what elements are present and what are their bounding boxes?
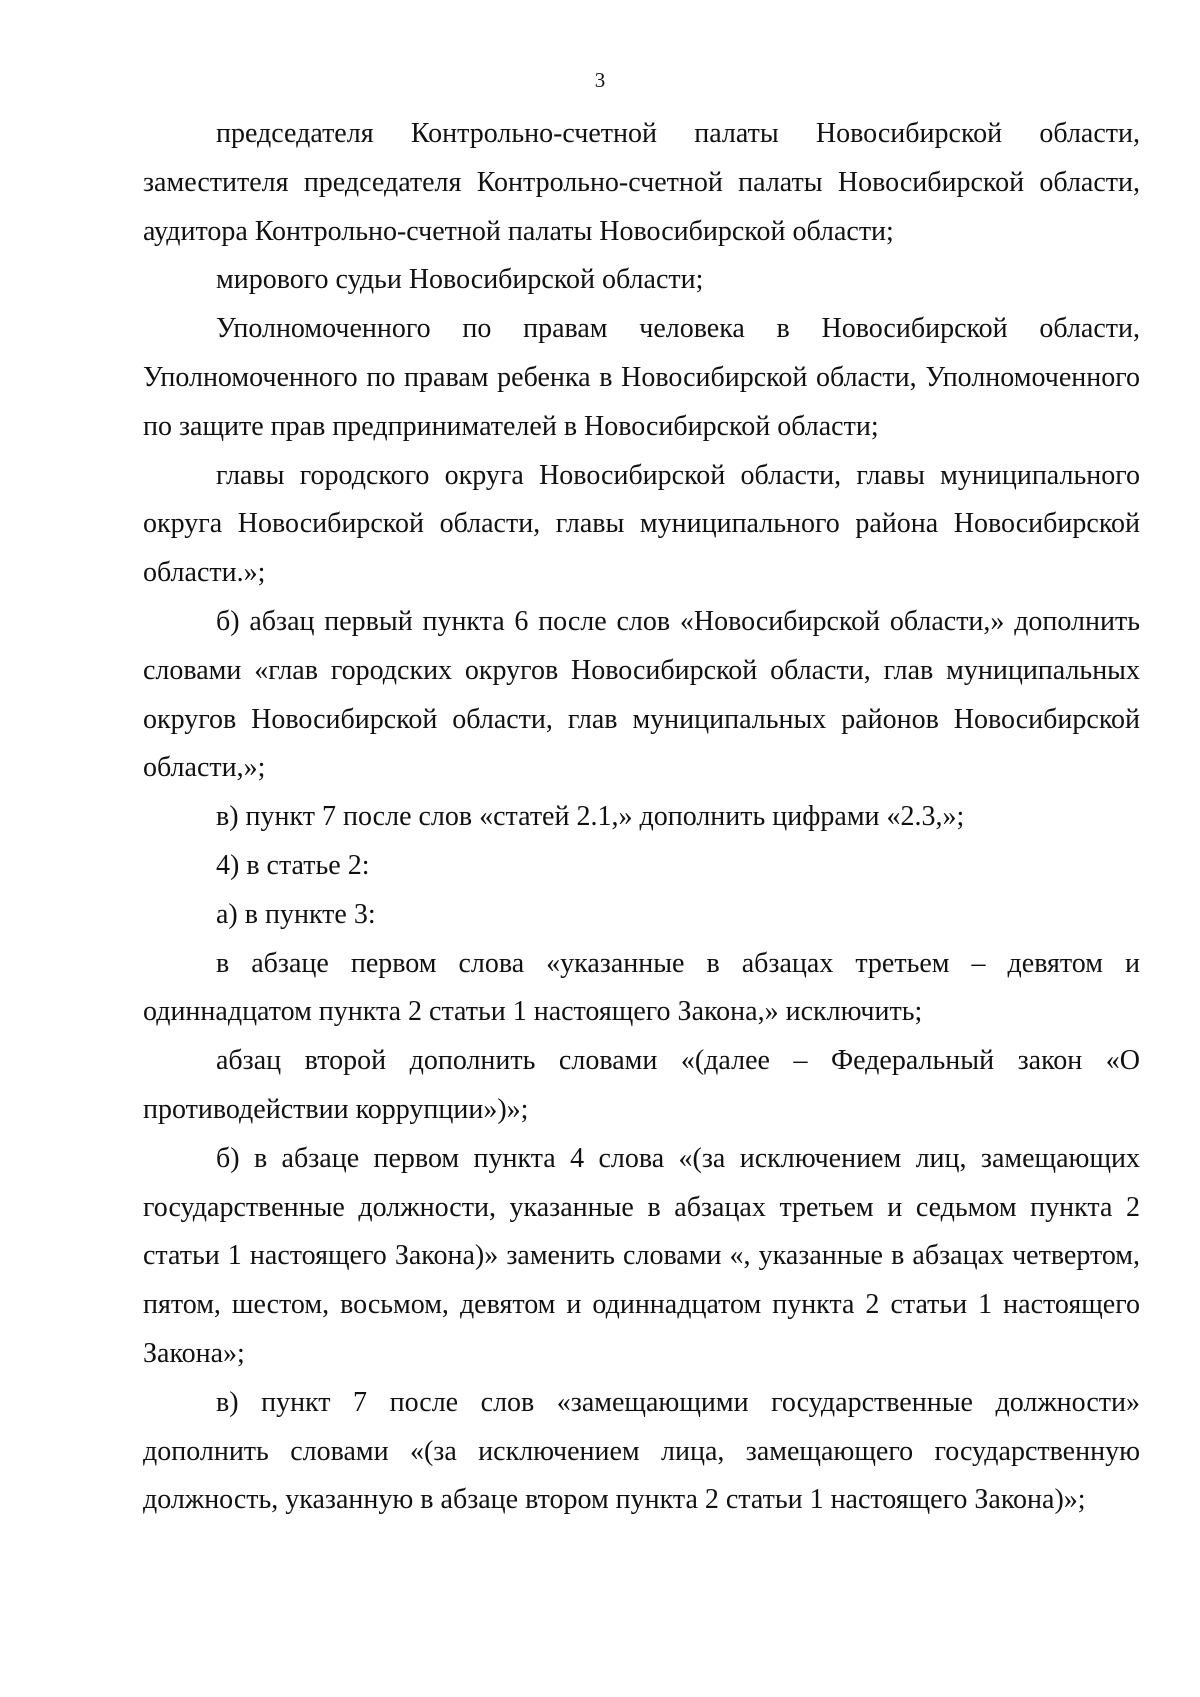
paragraph: абзац второй дополнить словами «(далее – Федеральный закон «О противодействии коррупции»)»; bbox=[143, 1045, 1140, 1125]
paragraph: председателя Контрольно-счетной палаты Новосибирской области, заместителя председателя Контрольно-счетной палаты Новосибирской области, аудитора Контрольно-счетной палаты Новосибирской области; bbox=[143, 118, 1140, 247]
paragraph: Уполномоченного по правам человека в Новосибирской области, Уполномоченного по правам ребенка в Новосибирской области, Уполномоченного по защите прав предпринимателей в Новосибирской области; bbox=[143, 313, 1140, 442]
page-number: 3 bbox=[594, 68, 606, 92]
paragraph: мирового судьи Новосибирской области; bbox=[216, 264, 704, 296]
paragraph: б) в абзаце первом пункта 4 слова «(за исключением лиц, замещающих государственные должности, указанные в абзацах третьем и седьмом пункта 2 статьи 1 настоящего Закона)» заменить словами «, указанные в абзацах четвертом, пятом, шестом, восьмом, девятом и одиннадцатом пункта 2 статьи 1 настоящего Закона»; bbox=[143, 1142, 1140, 1369]
paragraph: а) в пункте 3: bbox=[216, 898, 376, 930]
paragraph: в) пункт 7 после слов «замещающими государственные должности» дополнить словами «(за исключением лица, замещающего государственную должность, указанную в абзаце втором пункта 2 статьи 1 настоящего Закона)»; bbox=[143, 1386, 1140, 1516]
paragraph: б) абзац первый пункта 6 после слов «Новосибирской области,» дополнить словами «глав городских округов Новосибирской области, глав муниципальных округов Новосибирской области, глав муниципальных районов Новосибирской области,»; bbox=[143, 605, 1140, 784]
paragraph: 4) в статье 2: bbox=[216, 849, 370, 881]
document-body bbox=[143, 110, 1140, 1525]
paragraph: в) пункт 7 после слов «статей 2.1,» дополнить цифрами «2.3,»; bbox=[216, 801, 965, 833]
paragraph: главы городского округа Новосибирской области, главы муниципального округа Новосибирской области, главы муниципального района Новосибирской области.»; bbox=[143, 459, 1140, 589]
paragraph: в абзаце первом слова «указанные в абзацах третьем – девятом и одиннадцатом пункта 2 статьи 1 настоящего Закона,» исключить; bbox=[143, 947, 1140, 1028]
